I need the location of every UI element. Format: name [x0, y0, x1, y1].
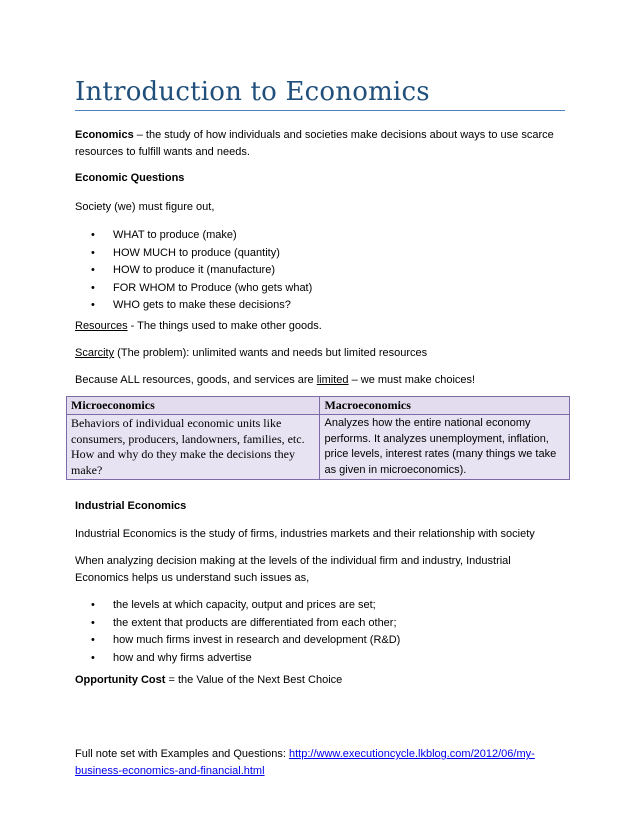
industrial-economics-p2: When analyzing decision making at the levels of the individual firm and industry, Industrial Economics helps us understand such issues as, [75, 555, 511, 584]
table-header-micro: Microeconomics [67, 397, 320, 415]
bullet-icon: • [91, 651, 95, 664]
choices-statement: Because ALL resources, goods, and services are limited – we must make choices! [75, 374, 476, 386]
resources-term: Resources [75, 320, 128, 332]
bullet-icon: • [91, 299, 95, 311]
industrial-economics-p1: Industrial Economics is the study of firms, industries markets and their relationship with society [75, 528, 535, 540]
economic-questions-list [75, 227, 555, 315]
footer-link[interactable]: http://www.executioncycle.lkblog.com/2012/06/my-business-economics-and-financial.html [75, 748, 535, 777]
table-header-macro: Macroeconomics [320, 397, 570, 415]
economic-questions-heading: Economic Questions [75, 172, 185, 184]
industrial-economics-heading: Industrial Economics [75, 500, 187, 512]
bullet-icon: • [91, 246, 95, 259]
bullet-icon: • [91, 281, 95, 294]
list-item: • the levels at which capacity, output and prices are set; [75, 597, 555, 615]
limited-term: limited [316, 374, 349, 386]
list-item: • HOW to produce it (manufacture) [75, 262, 555, 280]
table-cell-macro: Analyzes how the entire national economy performs. It analyzes unemployment, inflation, price levels, interest rates (many things we take as given in microeconomics). [320, 415, 570, 480]
economics-term: Economics [75, 129, 134, 141]
economics-definition-text: – the study of how individuals and societies make decisions about ways to use scarce resources to fulfill wants and needs. [75, 129, 554, 158]
footer-text: Full note set with Examples and Questions: [75, 748, 289, 760]
opportunity-cost-term: Opportunity Cost [75, 674, 166, 686]
list-item: • WHO gets to make these decisions? [75, 297, 555, 315]
list-item: • WHAT to produce (make) [75, 227, 555, 245]
list-item: • HOW MUCH to produce (quantity) [75, 245, 555, 263]
table-cell-micro: Behaviors of individual economic units like consumers, producers, landowners, families, etc. How and why do they make the decisions they make? [67, 415, 320, 480]
footer-note [75, 746, 565, 780]
bullet-icon: • [91, 264, 95, 276]
bullet-icon: • [91, 616, 95, 629]
table-row [67, 415, 570, 480]
micro-macro-table [66, 396, 570, 480]
economics-definition [75, 127, 555, 161]
list-item: • how and why firms advertise [75, 650, 555, 668]
list-item: • FOR WHOM to Produce (who gets what) [75, 280, 555, 298]
scarcity-definition: Scarcity (The problem): unlimited wants and needs but limited resources [75, 347, 428, 359]
list-item: • the extent that products are differentiated from each other; [75, 615, 555, 633]
opportunity-cost-definition: Opportunity Cost = the Value of the Next Best Choice [75, 674, 343, 686]
scarcity-term: Scarcity [75, 347, 115, 359]
table-header-row [67, 397, 570, 415]
title-underline [75, 110, 565, 111]
bullet-icon: • [91, 229, 95, 241]
economic-questions-intro: Society (we) must figure out, [75, 201, 215, 213]
bullet-icon: • [91, 599, 95, 611]
list-item: • how much firms invest in research and development (R&D) [75, 632, 555, 650]
bullet-icon: • [91, 634, 95, 646]
page-title: Introduction to Economics [75, 77, 430, 107]
resources-definition: Resources - The things used to make other goods. [75, 320, 322, 332]
industrial-issues-list [75, 597, 555, 667]
